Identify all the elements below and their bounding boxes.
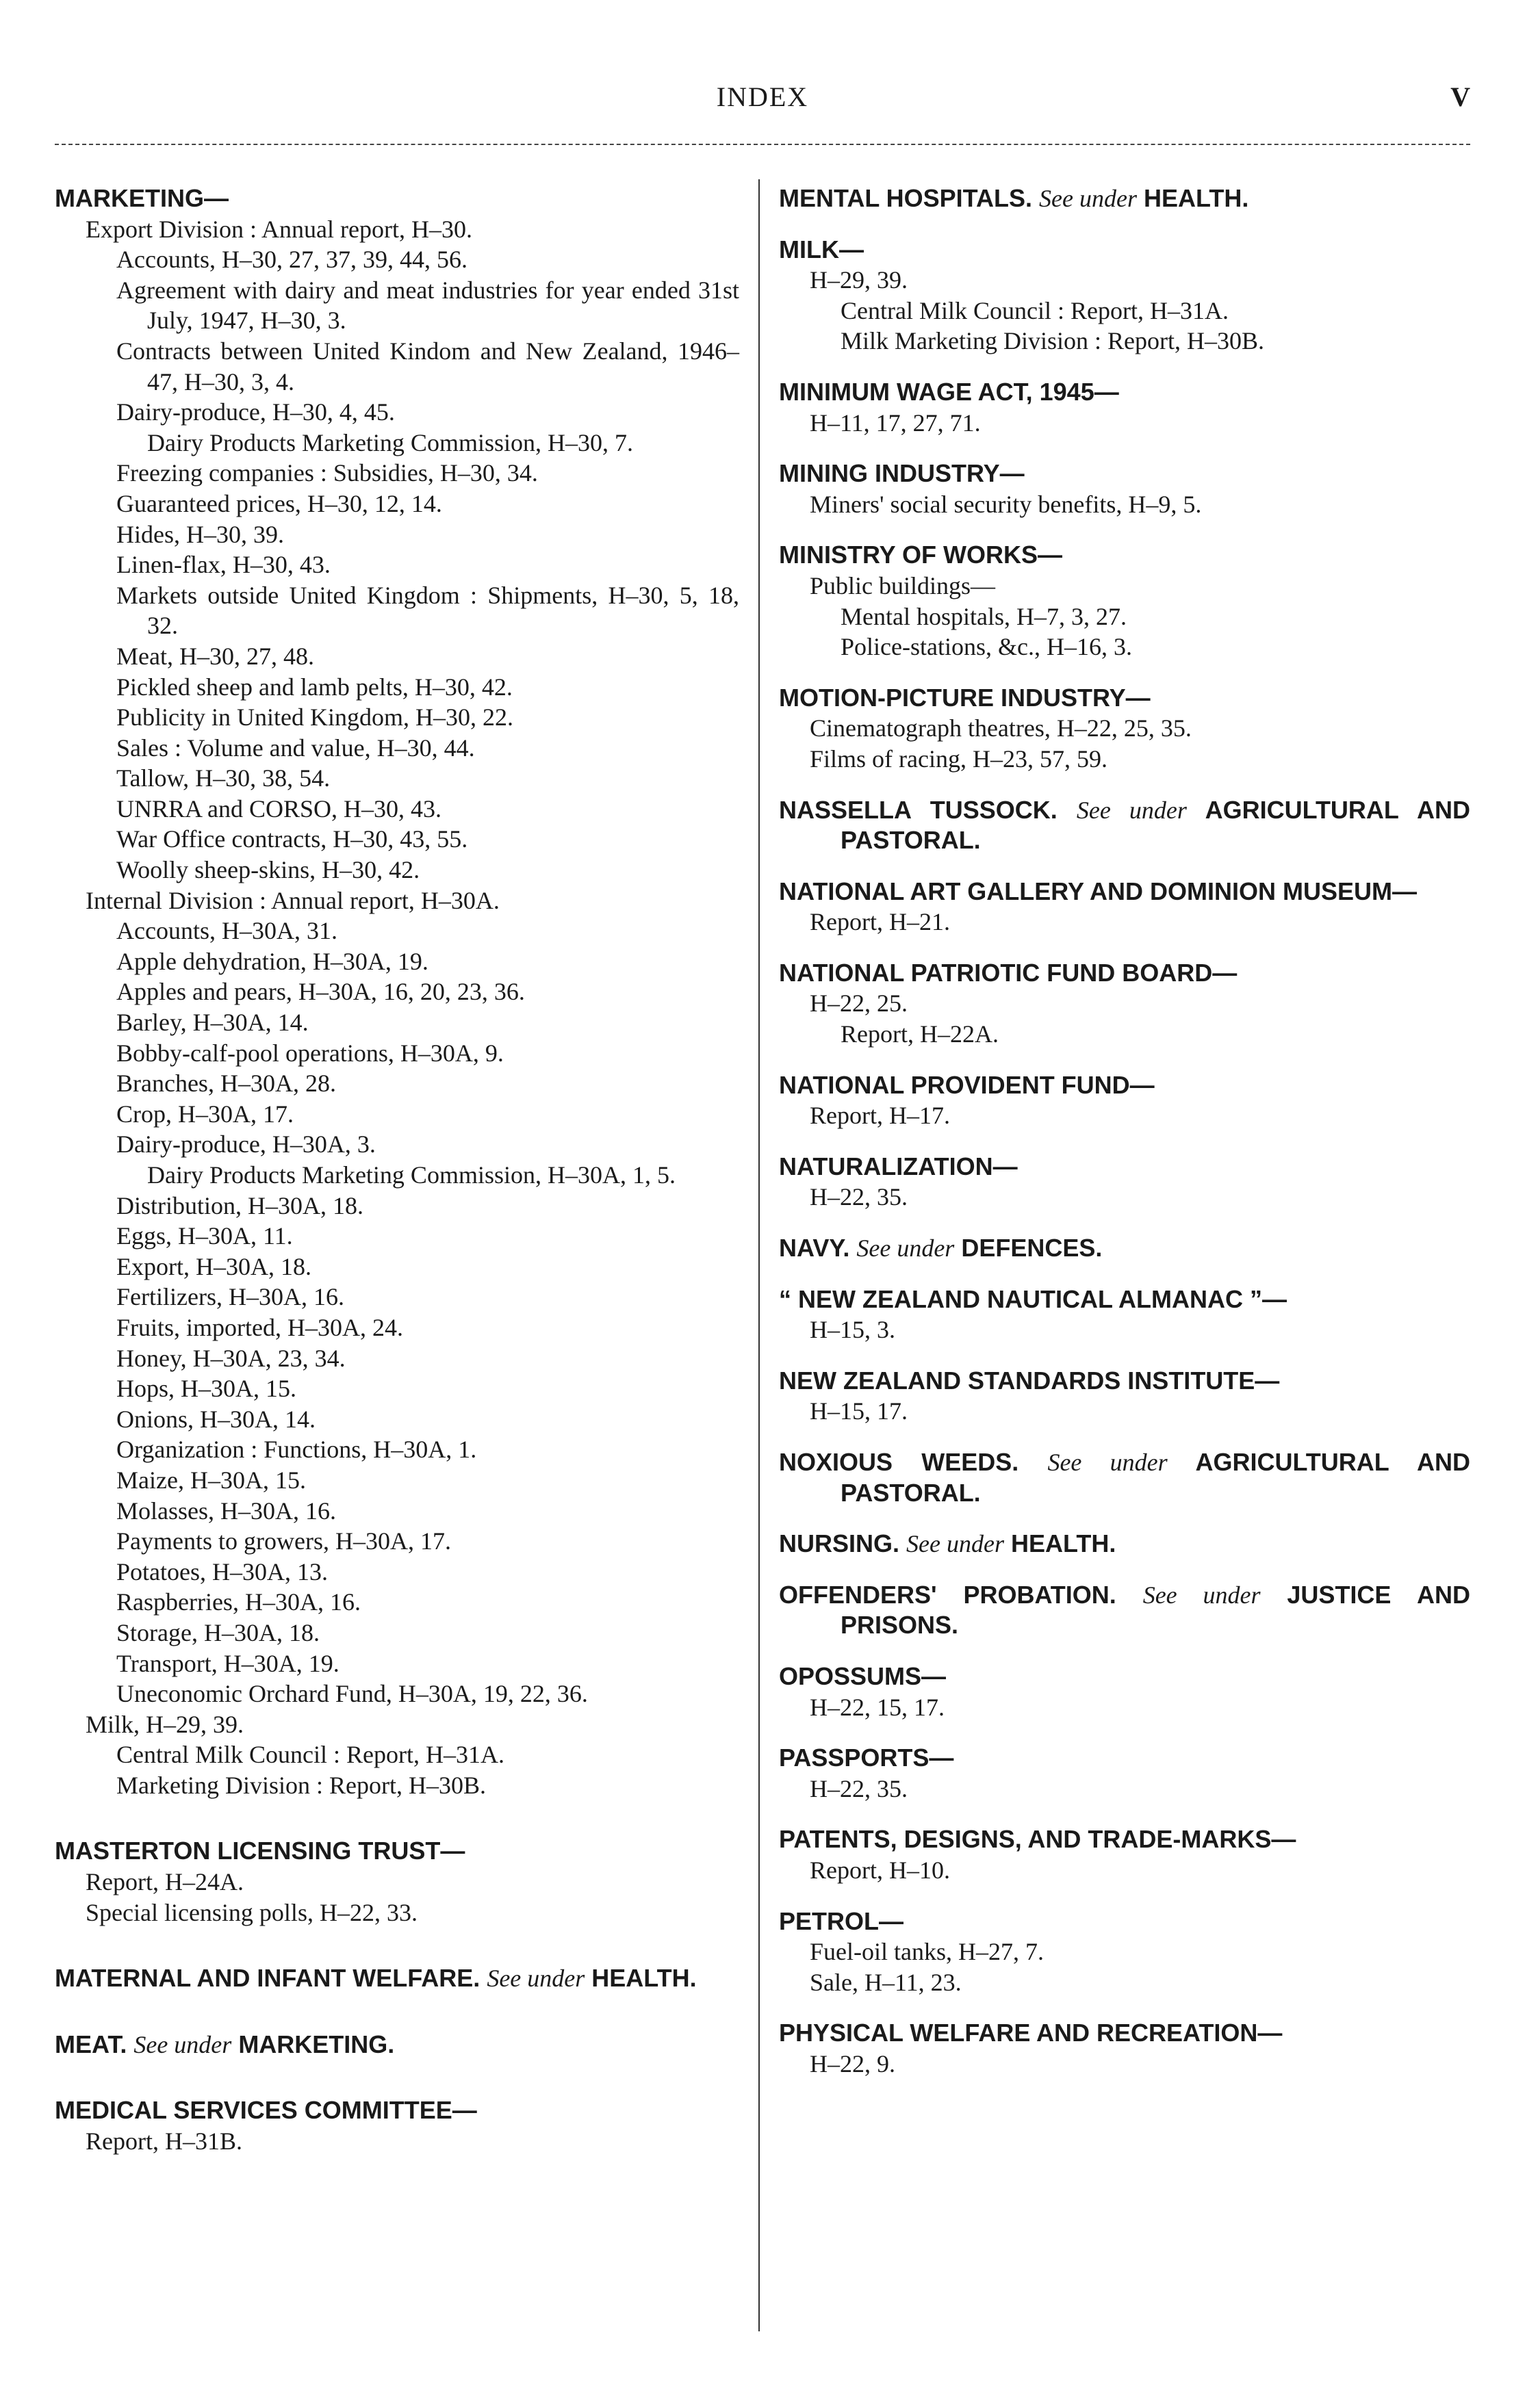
entry-physical-welfare	[779, 2018, 1470, 2079]
sub-entry: Export, H–30A, 18.	[116, 1252, 311, 1280]
entry-nautical-almanac	[779, 1284, 1470, 1345]
sub-entry: Branches, H–30A, 28.	[116, 1070, 336, 1098]
running-title: INDEX	[716, 81, 809, 112]
entry-heading: MINIMUM WAGE ACT, 1945—	[779, 377, 1119, 406]
entry-national-art-gallery	[779, 877, 1470, 937]
entry-opossums	[779, 1661, 1470, 1722]
cross-reference: MARKETING.	[238, 2030, 395, 2058]
entry-mental-hospitals	[779, 183, 1470, 214]
sub-entry: Mental hospitals, H–7, 3, 27.	[841, 602, 1127, 630]
sub-entry: Apple dehydration, H–30A, 19.	[116, 947, 428, 975]
sub-entry: Barley, H–30A, 14.	[116, 1009, 309, 1037]
sub-entry: Hops, H–30A, 15.	[116, 1375, 297, 1403]
sub-entry: Report, H–21.	[810, 908, 950, 936]
heading-text: MEAT.	[55, 2030, 127, 2058]
heading-text: NOXIOUS WEEDS.	[779, 1448, 1019, 1476]
entry-heading: “ NEW ZEALAND NAUTICAL ALMANAC ”—	[779, 1284, 1287, 1313]
sub-entry: Eggs, H–30A, 11.	[116, 1222, 293, 1250]
sub-entry: Fertilizers, H–30A, 16.	[116, 1283, 344, 1311]
sub-entry: Meat, H–30, 27, 48.	[116, 642, 314, 670]
entry-heading: MILK—	[779, 235, 864, 263]
sub-entry: H–29, 39.	[810, 266, 908, 294]
sub-entry: Transport, H–30A, 19.	[116, 1649, 339, 1677]
sub-entry: Guaranteed prices, H–30, 12, 14.	[116, 489, 442, 517]
see-under: See under	[1142, 1581, 1261, 1609]
entry-meat	[55, 2030, 739, 2060]
sub-entry: Honey, H–30A, 23, 34.	[116, 1344, 346, 1372]
entry-offenders-probation	[779, 1580, 1470, 1641]
sub-entry: H–22, 35.	[810, 1183, 908, 1211]
sub-entry: Sale, H–11, 23.	[810, 1968, 962, 1996]
sub-entry: H–22, 9.	[810, 2049, 895, 2077]
header-rule	[55, 144, 1470, 145]
entry-heading: OPOSSUMS—	[779, 1661, 947, 1690]
cross-reference: AGRICULTURAL AND PASTORAL.	[841, 1448, 1470, 1507]
cross-reference: JUSTICE AND PRISONS.	[841, 1580, 1470, 1640]
sub-entry: Storage, H–30A, 18.	[116, 1618, 320, 1646]
cross-reference: HEALTH.	[1011, 1529, 1116, 1558]
entry-masterton	[55, 1836, 739, 1928]
cross-reference: HEALTH.	[591, 1964, 697, 1993]
entry-naturalization	[779, 1152, 1470, 1213]
column-rule	[758, 179, 760, 2331]
entry-heading	[779, 795, 1470, 856]
sub-entry: Sales : Volume and value, H–30, 44.	[116, 734, 475, 762]
see-under: See under	[1047, 1449, 1168, 1476]
sub-entry: Report, H–10.	[810, 1856, 950, 1884]
entry-heading	[779, 1447, 1470, 1508]
sub-entry: Report, H–31B.	[86, 2127, 242, 2155]
see-under: See under	[1076, 796, 1187, 824]
sub-entry: Milk Marketing Division : Report, H–30B.	[841, 327, 1264, 355]
entry-heading	[779, 1233, 1470, 1264]
sub-entry: Woolly sheep-skins, H–30, 42.	[116, 856, 420, 884]
sub-entry: H–22, 35.	[810, 1774, 908, 1802]
sub-entry: Raspberries, H–30A, 16.	[116, 1588, 361, 1616]
sub-entry: Fuel-oil tanks, H–27, 7.	[810, 1938, 1044, 1966]
sub-entry: Cinematograph theatres, H–22, 25, 35.	[810, 714, 1192, 742]
sub-entry: Dairy Products Marketing Commission, H–30, 7.	[147, 428, 633, 456]
entry-national-patriotic-fund	[779, 958, 1470, 1050]
entry-heading: PASSPORTS—	[779, 1744, 954, 1772]
sub-entry: Central Milk Council : Report, H–31A.	[841, 296, 1229, 324]
see-under: See under	[133, 2030, 232, 2058]
sub-entry: Dairy Products Marketing Commission, H–30A, 1, 5.	[147, 1161, 676, 1189]
sub-entry: H–11, 17, 27, 71.	[810, 409, 981, 437]
sub-entry: Report, H–17.	[810, 1102, 950, 1130]
sub-entry: Publicity in United Kingdom, H–30, 22.	[116, 703, 513, 732]
sub-entry: H–15, 17.	[810, 1397, 908, 1425]
cross-reference: AGRICULTURAL AND PASTORAL.	[841, 795, 1470, 855]
sub-entry: Potatoes, H–30A, 13.	[116, 1557, 328, 1585]
entry-national-provident-fund	[779, 1070, 1470, 1131]
sub-entry: Special licensing polls, H–22, 33.	[86, 1898, 418, 1926]
entry-marketing	[55, 183, 739, 1800]
entry-noxious-weeds	[779, 1447, 1470, 1508]
entry-heading: NEW ZEALAND STANDARDS INSTITUTE—	[779, 1366, 1280, 1395]
entry-passports	[779, 1743, 1470, 1804]
entry-heading: MARKETING—	[55, 184, 229, 212]
entry-heading: MOTION-PICTURE INDUSTRY—	[779, 683, 1151, 712]
entry-heading: MASTERTON LICENSING TRUST—	[55, 1837, 465, 1865]
entry-heading: PETROL—	[779, 1906, 904, 1935]
entry-heading	[55, 2030, 739, 2060]
sub-entry: Miners' social security benefits, H–9, 5.	[810, 490, 1202, 518]
sub-entry: Films of racing, H–23, 57, 59.	[810, 745, 1107, 773]
entry-heading: MEDICAL SERVICES COMMITTEE—	[55, 2096, 477, 2125]
entry-heading: MINISTRY OF WORKS—	[779, 541, 1062, 569]
sub-entry: Dairy-produce, H–30A, 3.	[116, 1130, 376, 1158]
sub-entry: Agreement with dairy and meat industries for year ended 31st July, 1947, H–30, 3.	[116, 276, 739, 335]
entry-heading: PHYSICAL WELFARE AND RECREATION—	[779, 2019, 1283, 2047]
sub-entry: Distribution, H–30A, 18.	[116, 1191, 364, 1219]
sub-entry: Onions, H–30A, 14.	[116, 1405, 316, 1433]
heading-text: NURSING.	[779, 1529, 900, 1558]
entry-heading: NATIONAL PROVIDENT FUND—	[779, 1070, 1155, 1099]
sub-entry: Crop, H–30A, 17.	[116, 1100, 294, 1128]
see-under: See under	[487, 1965, 585, 1993]
sub-entry: Report, H–24A.	[86, 1868, 244, 1896]
entry-heading	[779, 1529, 1470, 1559]
sub-entry: War Office contracts, H–30, 43, 55.	[116, 825, 468, 853]
sub-entry: Public buildings—	[810, 571, 996, 599]
sub-entry: Organization : Functions, H–30A, 1.	[116, 1436, 477, 1464]
sub-entry: Uneconomic Orchard Fund, H–30A, 19, 22, 36.	[116, 1680, 588, 1708]
entry-heading	[779, 1580, 1470, 1641]
entry-minimum-wage	[779, 377, 1470, 438]
see-under: See under	[856, 1234, 955, 1263]
sub-entry: Internal Division : Annual report, H–30A.	[86, 886, 500, 914]
sub-entry: Central Milk Council : Report, H–31A.	[116, 1741, 504, 1769]
sub-entry: Fruits, imported, H–30A, 24.	[116, 1313, 403, 1341]
sub-entry: Police-stations, &c., H–16, 3.	[841, 633, 1132, 661]
sub-entry: Freezing companies : Subsidies, H–30, 34.	[116, 459, 538, 487]
entry-ministry-of-works	[779, 540, 1470, 662]
page-number: V	[1450, 81, 1470, 112]
right-column	[779, 183, 1470, 2100]
see-under: See under	[1039, 185, 1137, 212]
entry-heading: PATENTS, DESIGNS, AND TRADE-MARKS—	[779, 1825, 1296, 1854]
heading-text: NASSELLA TUSSOCK.	[779, 795, 1058, 824]
sub-entry: Linen-flax, H–30, 43.	[116, 551, 331, 579]
entry-motion-picture	[779, 683, 1470, 775]
sub-entry: Milk, H–29, 39.	[86, 1710, 244, 1738]
entry-standards-institute	[779, 1366, 1470, 1427]
heading-text: NAVY.	[779, 1234, 850, 1263]
sub-entry: Accounts, H–30, 27, 37, 39, 44, 56.	[116, 246, 467, 274]
sub-entry: H–22, 25.	[810, 989, 908, 1018]
sub-entry: Bobby-calf-pool operations, H–30A, 9.	[116, 1039, 504, 1067]
sub-entry: Markets outside United Kingdom : Shipments, H–30, 5, 18, 32.	[116, 581, 739, 640]
entry-heading	[55, 1963, 739, 1994]
entry-heading	[779, 183, 1470, 214]
running-head	[55, 81, 1470, 122]
entry-heading: NATIONAL ART GALLERY AND DOMINION MUSEUM—	[779, 877, 1417, 905]
entry-heading: NATURALIZATION—	[779, 1152, 1018, 1180]
entry-maternal	[55, 1963, 739, 1994]
sub-entry: H–22, 15, 17.	[810, 1693, 945, 1721]
sub-entry: Hides, H–30, 39.	[116, 520, 284, 548]
entry-patents	[779, 1824, 1470, 1885]
see-under: See under	[906, 1530, 1004, 1558]
entry-medical-services	[55, 2095, 739, 2156]
entry-milk	[779, 235, 1470, 357]
sub-entry: H–15, 3.	[810, 1316, 895, 1344]
entry-navy	[779, 1233, 1470, 1264]
sub-entry: Export Division : Annual report, H–30.	[86, 215, 472, 243]
heading-text: MENTAL HOSPITALS.	[779, 184, 1033, 212]
entry-mining-industry	[779, 458, 1470, 519]
sub-entry: Tallow, H–30, 38, 54.	[116, 764, 331, 792]
entry-heading: NATIONAL PATRIOTIC FUND BOARD—	[779, 958, 1238, 987]
cross-reference: HEALTH.	[1144, 184, 1249, 212]
sub-entry: Accounts, H–30A, 31.	[116, 917, 337, 945]
entry-nassella-tussock	[779, 795, 1470, 856]
sub-entry: Report, H–22A.	[841, 1020, 999, 1048]
cross-reference: DEFENCES.	[961, 1234, 1103, 1263]
entry-heading: MINING INDUSTRY—	[779, 459, 1025, 488]
entry-petrol	[779, 1906, 1470, 1998]
heading-text: OFFENDERS' PROBATION.	[779, 1580, 1116, 1609]
sub-entry: Contracts between United Kindom and New Zealand, 1946–47, H–30, 3, 4.	[116, 337, 739, 396]
sub-entry: Dairy-produce, H–30, 4, 45.	[116, 398, 395, 426]
sub-entry: Apples and pears, H–30A, 16, 20, 23, 36.	[116, 978, 525, 1006]
entry-nursing	[779, 1529, 1470, 1559]
sub-entry: Maize, H–30A, 15.	[116, 1466, 306, 1494]
left-column	[55, 183, 739, 2180]
sub-entry: Payments to growers, H–30A, 17.	[116, 1527, 451, 1555]
sub-entry: Molasses, H–30A, 16.	[116, 1497, 336, 1525]
sub-entry: UNRRA and CORSO, H–30, 43.	[116, 794, 442, 823]
sub-entry: Marketing Division : Report, H–30B.	[116, 1771, 486, 1799]
heading-text: MATERNAL AND INFANT WELFARE.	[55, 1964, 480, 1993]
sub-entry: Pickled sheep and lamb pelts, H–30, 42.	[116, 673, 513, 701]
